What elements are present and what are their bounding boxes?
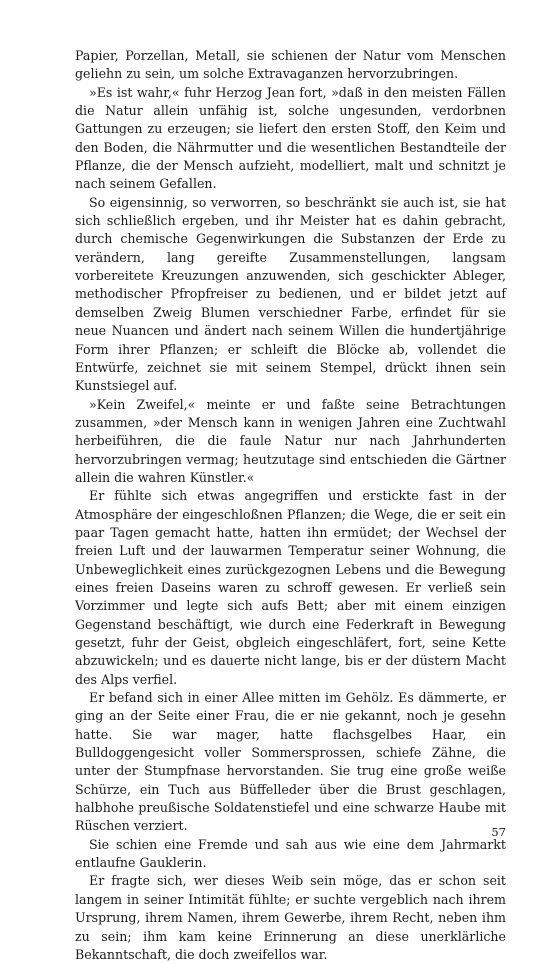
paragraph: Er fühlte sich etwas angegriffen und erstickte fast in der Atmosphäre der eingeschloßnen Pflanzen; die Wege, die er seit ein paar Tagen gemacht hatte, hatten ihn ermüdet; der Wechsel der freien Luft und der lauwarmen Temperatur seiner Wohnung, die Unbeweglichkeit eines zurückgezognen Lebens und die Bewegung eines freien Daseins waren zu schroff gewesen. Er verließ sein Vorzimmer und legte sich aufs Bett; aber mit einem einzigen Gegenstand beschäftigt, wie durch eine Federkraft in Bewegung gesetzt, fuhr der Geist, obgleich eingeschläfert, fort, seine Kette abzuwickeln; und es dauerte nicht lange, bis er der düstern Macht des Alps verfiel.: [75, 488, 506, 687]
paragraph-continuation: Papier, Porzellan, Metall, sie schienen der Natur vom Menschen geliehn zu sein, um solche Extravaganzen hervorzubringen.: [75, 48, 506, 82]
paragraph: »Kein Zweifel,« meinte er und faßte seine Betrachtungen zusammen, »der Mensch kann in wenigen Jahren eine Zuchtwahl herbeiführen, die die faule Natur nur nach Jahrhunderten hervorzubringen vermag; heutzutage sind entschieden die Gärtner allein die wahren Künstler.«: [75, 396, 506, 485]
page-number: 57: [491, 825, 506, 839]
paragraph: Sie schien eine Fremde und sah aus wie eine dem Jahrmarkt entlaufne Gauklerin.: [75, 836, 506, 871]
paragraph: Er fragte sich, wer dieses Weib sein möge, das er schon seit langem in seiner Intimität fühlte; er suchte vergeblich nach ihrem Ursprung, ihrem Namen, ihrem Gewerbe, ihrem Recht, neben ihm zu sein; ihm kam keine Erinnerung an diese unerklärliche Bekanntschaft, die doch zweifellos war.: [75, 873, 506, 962]
paragraph: »Es ist wahr,« fuhr Herzog Jean fort, »daß in den meisten Fällen die Natur allein unfähig ist, solche ungesunden, verdorbnen Gattungen zu erzeugen; sie liefert den ersten Stoff, den Keim und den Boden, die Nährmutter und die wesentlichen Bestandteile der Pflanze, die der Mensch aufzieht, modelliert, malt und schnitzt je nach seinem Gefallen.: [75, 84, 506, 192]
paragraph: So eigensinnig, so verworren, so beschränkt sie auch ist, sie hat sich schließlich ergeben, und ihr Meister hat es dahin gebracht, durch chemische Gegenwirkungen die Substanzen der Erde zu verändern, lang gereifte Zusammenstellungen, langsam vorbereitete Kreuzungen anzuwenden, sich geschickter Ableger, methodischer Pfropfreiser zu bedienen, und er bildet jetzt auf demselben Zweig Blumen verschiedner Farbe, erfindet für sie neue Nuancen und ändert nach seinem Willen die hundertjährige Form ihrer Pflanzen; er schleift die Blöcke ab, vollendet die Entwürfe, zeichnet sie mit seinem Stempel, drückt ihnen sein Kunstsiegel auf.: [75, 194, 506, 394]
paragraph: Er befand sich in einer Allee mitten im Gehölz. Es dämmerte, er ging an der Seite einer Frau, die er nie gekannt, noch je gesehn hatte. Sie war mager, hatte flachsgelbes Haar, ein Bulldoggengesicht voller Sommersprossen, schiefe Zähne, die unter der Stumpfnase hervorstanden. Sie trug eine große weiße Schürze, ein Tuch aus Büffelleder über die Brust geschlagen, halbhohe preußische Soldatenstiefel und eine schwarze Haube mit Rüschen verziert.: [75, 690, 506, 834]
page-body: [75, 47, 506, 964]
